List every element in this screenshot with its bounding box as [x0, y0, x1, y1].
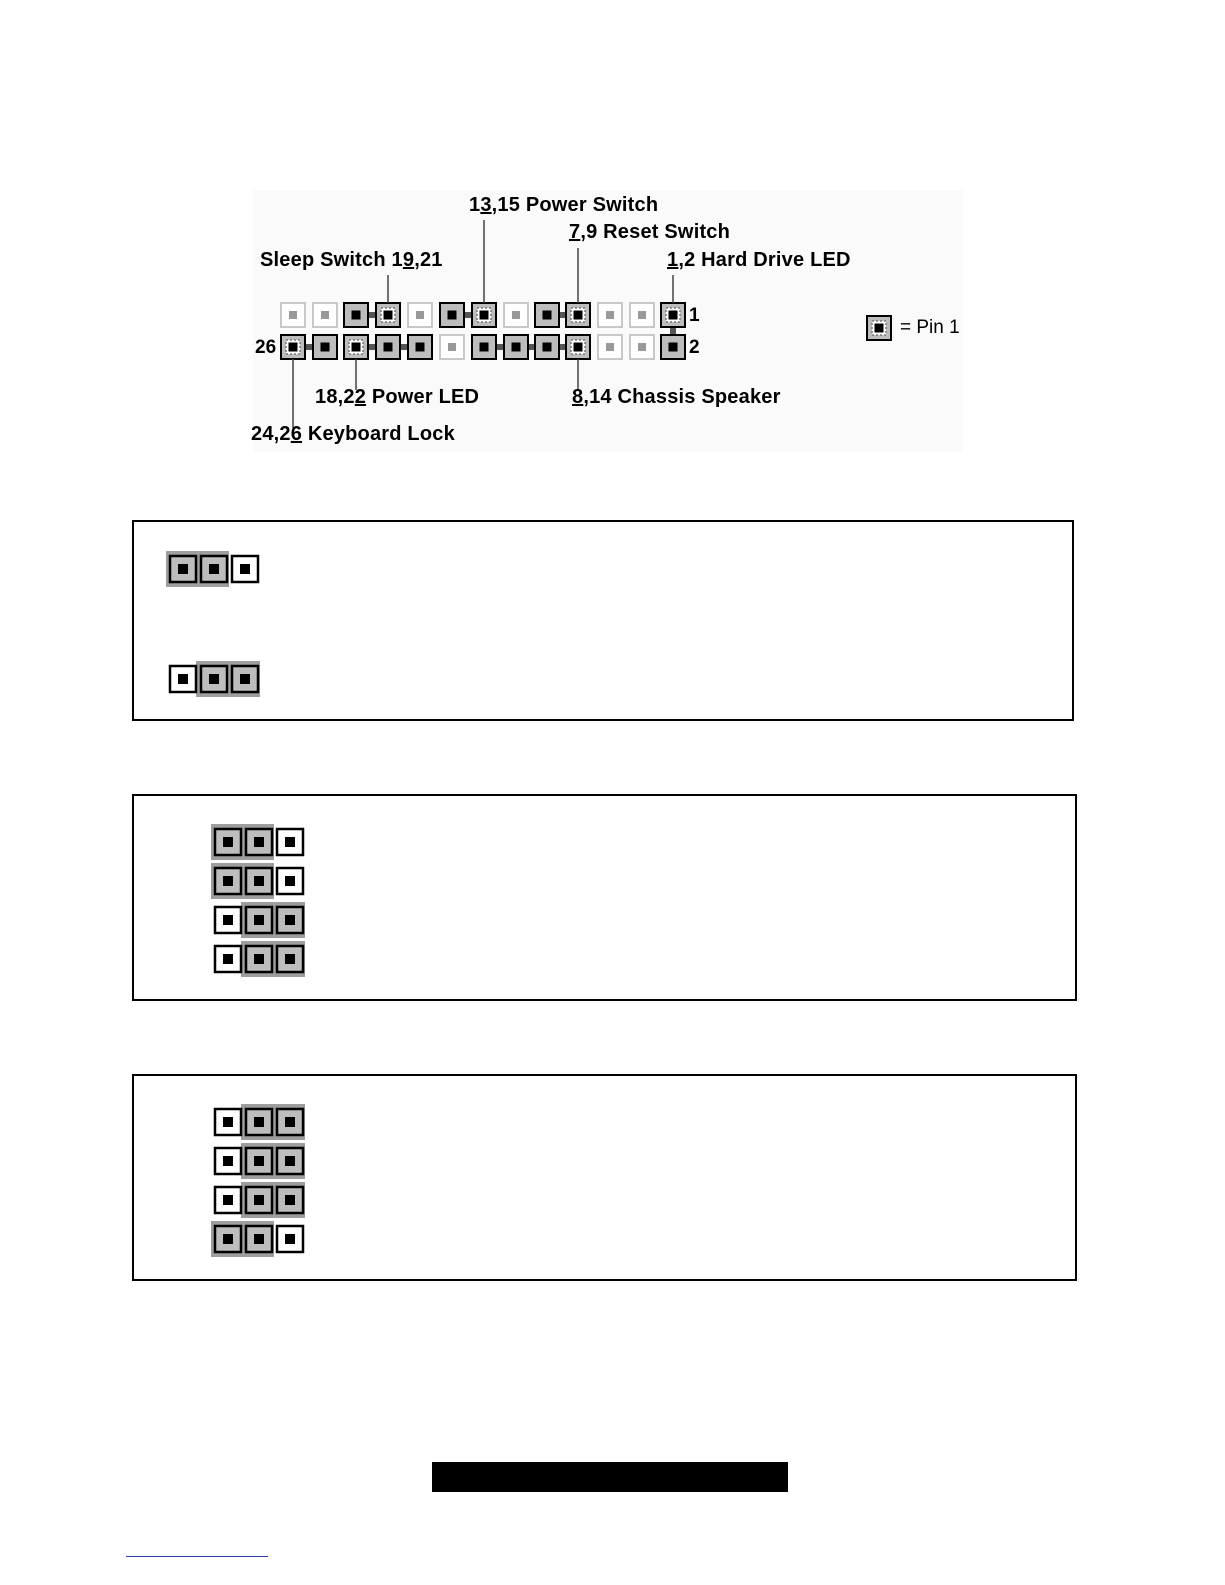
jumper-pin-1-dot — [223, 837, 233, 847]
header-pin-r1-c1-dot — [289, 311, 297, 319]
jumper-svg — [211, 941, 307, 977]
legend-pin1-text: = Pin 1 — [900, 317, 960, 338]
row-label-pin-2: 2 — [689, 337, 700, 358]
jumper-panel-1 — [132, 520, 1074, 721]
jumper-2-2 — [211, 863, 307, 904]
jumper-2-3 — [211, 902, 307, 943]
jumper-panel-2 — [132, 794, 1077, 1001]
header-pin-r2-c12-dot — [638, 343, 646, 351]
jumper-pin-2-dot — [254, 1234, 264, 1244]
jumper-pin-3-dot — [285, 954, 295, 964]
header-pin-r2-c6-dot — [448, 343, 456, 351]
jumper-svg — [166, 551, 262, 587]
jumper-2-1 — [211, 824, 307, 865]
header-pin-r1-c7-dot — [480, 311, 489, 320]
header-pin-r2-c9-dot — [543, 343, 552, 352]
header-pin-r2-c10-dot — [574, 343, 583, 352]
jumper-panel-3 — [132, 1074, 1077, 1281]
jumper-pin-1-dot — [178, 564, 188, 574]
jumper-svg — [211, 1182, 307, 1218]
header-pin-r1-c5-dot — [416, 311, 424, 319]
jumper-pin-3-dot — [285, 915, 295, 925]
jumper-1-2 — [166, 661, 262, 702]
jumper-pin-1-dot — [178, 674, 188, 684]
jumper-pin-2-dot — [209, 674, 219, 684]
jumper-3-1 — [211, 1104, 307, 1145]
header-pin-r1-c9-dot — [543, 311, 552, 320]
jumper-svg — [166, 661, 262, 697]
jumper-pin-2-dot — [209, 564, 219, 574]
jumper-pin-1-dot — [223, 1156, 233, 1166]
header-pin-r2-c1-dot — [289, 343, 298, 352]
jumper-svg — [211, 902, 307, 938]
header-pin-r1-c11-dot — [606, 311, 614, 319]
legend-pin1-dot — [875, 324, 884, 333]
jumper-pin-3-dot — [285, 837, 295, 847]
footer-link-underline — [126, 1556, 268, 1557]
jumper-pin-1-dot — [223, 876, 233, 886]
jumper-svg — [211, 1221, 307, 1257]
jumper-svg — [211, 824, 307, 860]
label-sleep-switch: Sleep Switch 19,21 — [260, 249, 443, 271]
jumper-pin-1-dot — [223, 1117, 233, 1127]
jumper-svg — [211, 863, 307, 899]
label-power-led: 18,22 Power LED — [315, 386, 480, 408]
header-pin-r2-c7-dot — [480, 343, 489, 352]
jumper-pin-1-dot — [223, 1234, 233, 1244]
row-label-pin-1: 1 — [689, 305, 700, 326]
jumper-pin-2-dot — [254, 1156, 264, 1166]
header-pin-r1-c6-dot — [448, 311, 457, 320]
jumper-pin-2-dot — [254, 1117, 264, 1127]
jumper-pin-2-dot — [254, 915, 264, 925]
jumper-1-1 — [166, 551, 262, 592]
jumper-pin-1-dot — [223, 954, 233, 964]
jumper-pin-3-dot — [240, 674, 250, 684]
header-pin-r1-c12-dot — [638, 311, 646, 319]
jumper-3-2 — [211, 1143, 307, 1184]
footer-bar — [432, 1462, 788, 1492]
label-chassis-speaker: 8,14 Chassis Speaker — [572, 386, 781, 408]
jumper-3-4 — [211, 1221, 307, 1262]
header-pin-r1-c4-dot — [384, 311, 393, 320]
jumper-pin-2-dot — [254, 954, 264, 964]
label-keyboard-lock: 24,26 Keyboard Lock — [251, 423, 455, 445]
jumper-pin-3-dot — [240, 564, 250, 574]
jumper-pin-2-dot — [254, 837, 264, 847]
row-label-pin-26: 26 — [255, 337, 277, 358]
jumper-pin-3-dot — [285, 1117, 295, 1127]
jumper-pin-3-dot — [285, 876, 295, 886]
header-pin-r2-c8-dot — [512, 343, 521, 352]
jumper-2-4 — [211, 941, 307, 982]
jumper-svg — [211, 1104, 307, 1140]
header-pin-r2-c4-dot — [384, 343, 393, 352]
jumper-pin-1-dot — [223, 915, 233, 925]
header-pin-r2-c5-dot — [416, 343, 425, 352]
label-power-switch: 13,15 Power Switch — [469, 194, 659, 216]
header-pin-r1-c13-dot — [669, 311, 678, 320]
jumper-pin-3-dot — [285, 1234, 295, 1244]
jumper-svg — [211, 1143, 307, 1179]
label-hard-drive-led: 1,2 Hard Drive LED — [667, 249, 851, 271]
jumper-pin-2-dot — [254, 1195, 264, 1205]
jumper-pin-3-dot — [285, 1195, 295, 1205]
header-pin-r1-c10-dot — [574, 311, 583, 320]
jumper-pin-2-dot — [254, 876, 264, 886]
header-pin-r1-c3-dot — [352, 311, 361, 320]
label-reset-switch: 7,9 Reset Switch — [569, 221, 731, 243]
header-pin-r2-c2-dot — [321, 343, 330, 352]
jumper-pin-3-dot — [285, 1156, 295, 1166]
pin-connector-5 — [484, 344, 578, 350]
header-pin-r2-c11-dot — [606, 343, 614, 351]
header-pin-r2-c3-dot — [352, 343, 361, 352]
header-pin-r1-c2-dot — [321, 311, 329, 319]
header-pin-r1-c8-dot — [512, 311, 520, 319]
jumper-3-3 — [211, 1182, 307, 1223]
jumper-pin-1-dot — [223, 1195, 233, 1205]
header-pin-r2-c13-dot — [669, 343, 678, 352]
front-panel-header-diagram — [253, 190, 963, 452]
